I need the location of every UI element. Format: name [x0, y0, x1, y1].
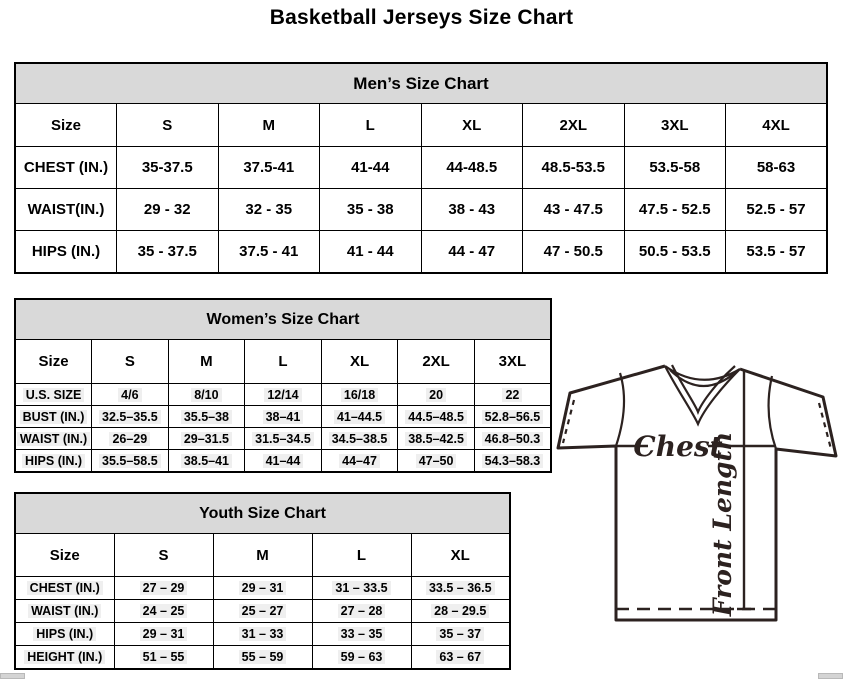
cell-value: 29 – 31 — [114, 623, 213, 646]
row-label: U.S. SIZE — [15, 384, 92, 406]
cell-value: 47 - 50.5 — [523, 231, 625, 274]
cell-value: 37.5-41 — [218, 147, 320, 189]
cell-value: 32 - 35 — [218, 189, 320, 231]
size-chart-header: Men’s Size Chart — [15, 63, 827, 104]
cell-value: 22 — [474, 384, 551, 406]
column-header: L — [312, 534, 411, 577]
cell-value: 12/14 — [245, 384, 322, 406]
column-header: Size — [15, 104, 117, 147]
row-label: CHEST (IN.) — [15, 577, 114, 600]
cell-value: 41 - 44 — [320, 231, 422, 274]
size-chart-header: Youth Size Chart — [15, 493, 510, 534]
cell-value: 47.5 - 52.5 — [624, 189, 726, 231]
column-header: L — [320, 104, 422, 147]
row-label: WAIST (IN.) — [15, 600, 114, 623]
column-header: 3XL — [624, 104, 726, 147]
page-title: Basketball Jerseys Size Chart — [269, 6, 574, 29]
mens-size-chart-table — [14, 62, 828, 274]
cell-value: 44 - 47 — [421, 231, 523, 274]
cell-value: 29–31.5 — [168, 428, 245, 450]
cell-value: 43 - 47.5 — [523, 189, 625, 231]
front-length-label: Front Length — [708, 431, 737, 617]
cell-value: 38.5–42.5 — [398, 428, 475, 450]
size-chart-header: Women’s Size Chart — [15, 299, 551, 340]
cell-value: 52.8–56.5 — [474, 406, 551, 428]
row-label: HIPS (IN.) — [15, 623, 114, 646]
cell-value: 44.5–48.5 — [398, 406, 475, 428]
cell-value: 35 - 38 — [320, 189, 422, 231]
cell-value: 52.5 - 57 — [726, 189, 828, 231]
cell-value: 35 - 37.5 — [117, 231, 219, 274]
cell-value: 29 - 32 — [117, 189, 219, 231]
cell-value: 20 — [398, 384, 475, 406]
collar-v-inner — [672, 365, 735, 412]
cell-value: 48.5-53.5 — [523, 147, 625, 189]
column-header: XL — [411, 534, 510, 577]
column-header: S — [117, 104, 219, 147]
row-label: HEIGHT (IN.) — [15, 646, 114, 670]
cell-value: 63 – 67 — [411, 646, 510, 670]
cell-value: 35.5–58.5 — [92, 450, 169, 473]
cell-value: 50.5 - 53.5 — [624, 231, 726, 274]
cell-value: 41–44 — [245, 450, 322, 473]
cell-value: 41–44.5 — [321, 406, 398, 428]
cell-value: 26–29 — [92, 428, 169, 450]
row-label: BUST (IN.) — [15, 406, 92, 428]
cell-value: 35 – 37 — [411, 623, 510, 646]
cell-value: 27 – 29 — [114, 577, 213, 600]
cell-value: 35-37.5 — [117, 147, 219, 189]
cell-value: 54.3–58.3 — [474, 450, 551, 473]
cell-value: 53.5 - 57 — [726, 231, 828, 274]
cell-value: 38.5–41 — [168, 450, 245, 473]
cell-value: 46.8–50.3 — [474, 428, 551, 450]
column-header: 2XL — [523, 104, 625, 147]
cell-value: 16/18 — [321, 384, 398, 406]
cell-value: 34.5–38.5 — [321, 428, 398, 450]
cell-value: 35.5–38 — [168, 406, 245, 428]
row-label: CHEST (IN.) — [15, 147, 117, 189]
column-header: 3XL — [474, 340, 551, 384]
horizontal-scrollbar-right-nub[interactable] — [818, 673, 843, 679]
row-label: HIPS (IN.) — [15, 450, 92, 473]
cell-value: 38–41 — [245, 406, 322, 428]
chest-label: Chest — [633, 430, 723, 463]
cell-value: 32.5–35.5 — [92, 406, 169, 428]
cell-value: 58-63 — [726, 147, 828, 189]
row-label: WAIST(IN.) — [15, 189, 117, 231]
cell-value: 27 – 28 — [312, 600, 411, 623]
cell-value: 37.5 - 41 — [218, 231, 320, 274]
cell-value: 4/6 — [92, 384, 169, 406]
row-label: WAIST (IN.) — [15, 428, 92, 450]
jersey-outline — [558, 366, 836, 620]
horizontal-scrollbar-left-nub[interactable] — [0, 673, 25, 679]
column-header: S — [114, 534, 213, 577]
row-label: HIPS (IN.) — [15, 231, 117, 274]
column-header: M — [168, 340, 245, 384]
cell-value: 33 – 35 — [312, 623, 411, 646]
cell-value: 55 – 59 — [213, 646, 312, 670]
womens-size-chart-table — [14, 298, 552, 473]
column-header: 2XL — [398, 340, 475, 384]
cell-value: 8/10 — [168, 384, 245, 406]
cell-value: 31 – 33 — [213, 623, 312, 646]
jersey-measurement-diagram — [552, 356, 842, 628]
cell-value: 53.5-58 — [624, 147, 726, 189]
cell-value: 44–47 — [321, 450, 398, 473]
cell-value: 24 – 25 — [114, 600, 213, 623]
column-header: S — [92, 340, 169, 384]
cell-value: 33.5 – 36.5 — [411, 577, 510, 600]
column-header: L — [245, 340, 322, 384]
cell-value: 59 – 63 — [312, 646, 411, 670]
cell-value: 25 – 27 — [213, 600, 312, 623]
cell-value: 41-44 — [320, 147, 422, 189]
column-header: M — [213, 534, 312, 577]
youth-size-chart-table — [14, 492, 511, 670]
front-length-measure-line — [737, 370, 751, 609]
cell-value: 29 – 31 — [213, 577, 312, 600]
column-header: XL — [321, 340, 398, 384]
column-header: XL — [421, 104, 523, 147]
cell-value: 44-48.5 — [421, 147, 523, 189]
column-header: Size — [15, 534, 114, 577]
left-armhole-seam — [616, 373, 624, 446]
cell-value: 38 - 43 — [421, 189, 523, 231]
cell-value: 51 – 55 — [114, 646, 213, 670]
column-header: M — [218, 104, 320, 147]
cell-value: 31 – 33.5 — [312, 577, 411, 600]
column-header: Size — [15, 340, 92, 384]
column-header: 4XL — [726, 104, 828, 147]
cell-value: 31.5–34.5 — [245, 428, 322, 450]
right-armhole-seam — [769, 376, 776, 449]
cell-value: 47–50 — [398, 450, 475, 473]
cell-value: 28 – 29.5 — [411, 600, 510, 623]
